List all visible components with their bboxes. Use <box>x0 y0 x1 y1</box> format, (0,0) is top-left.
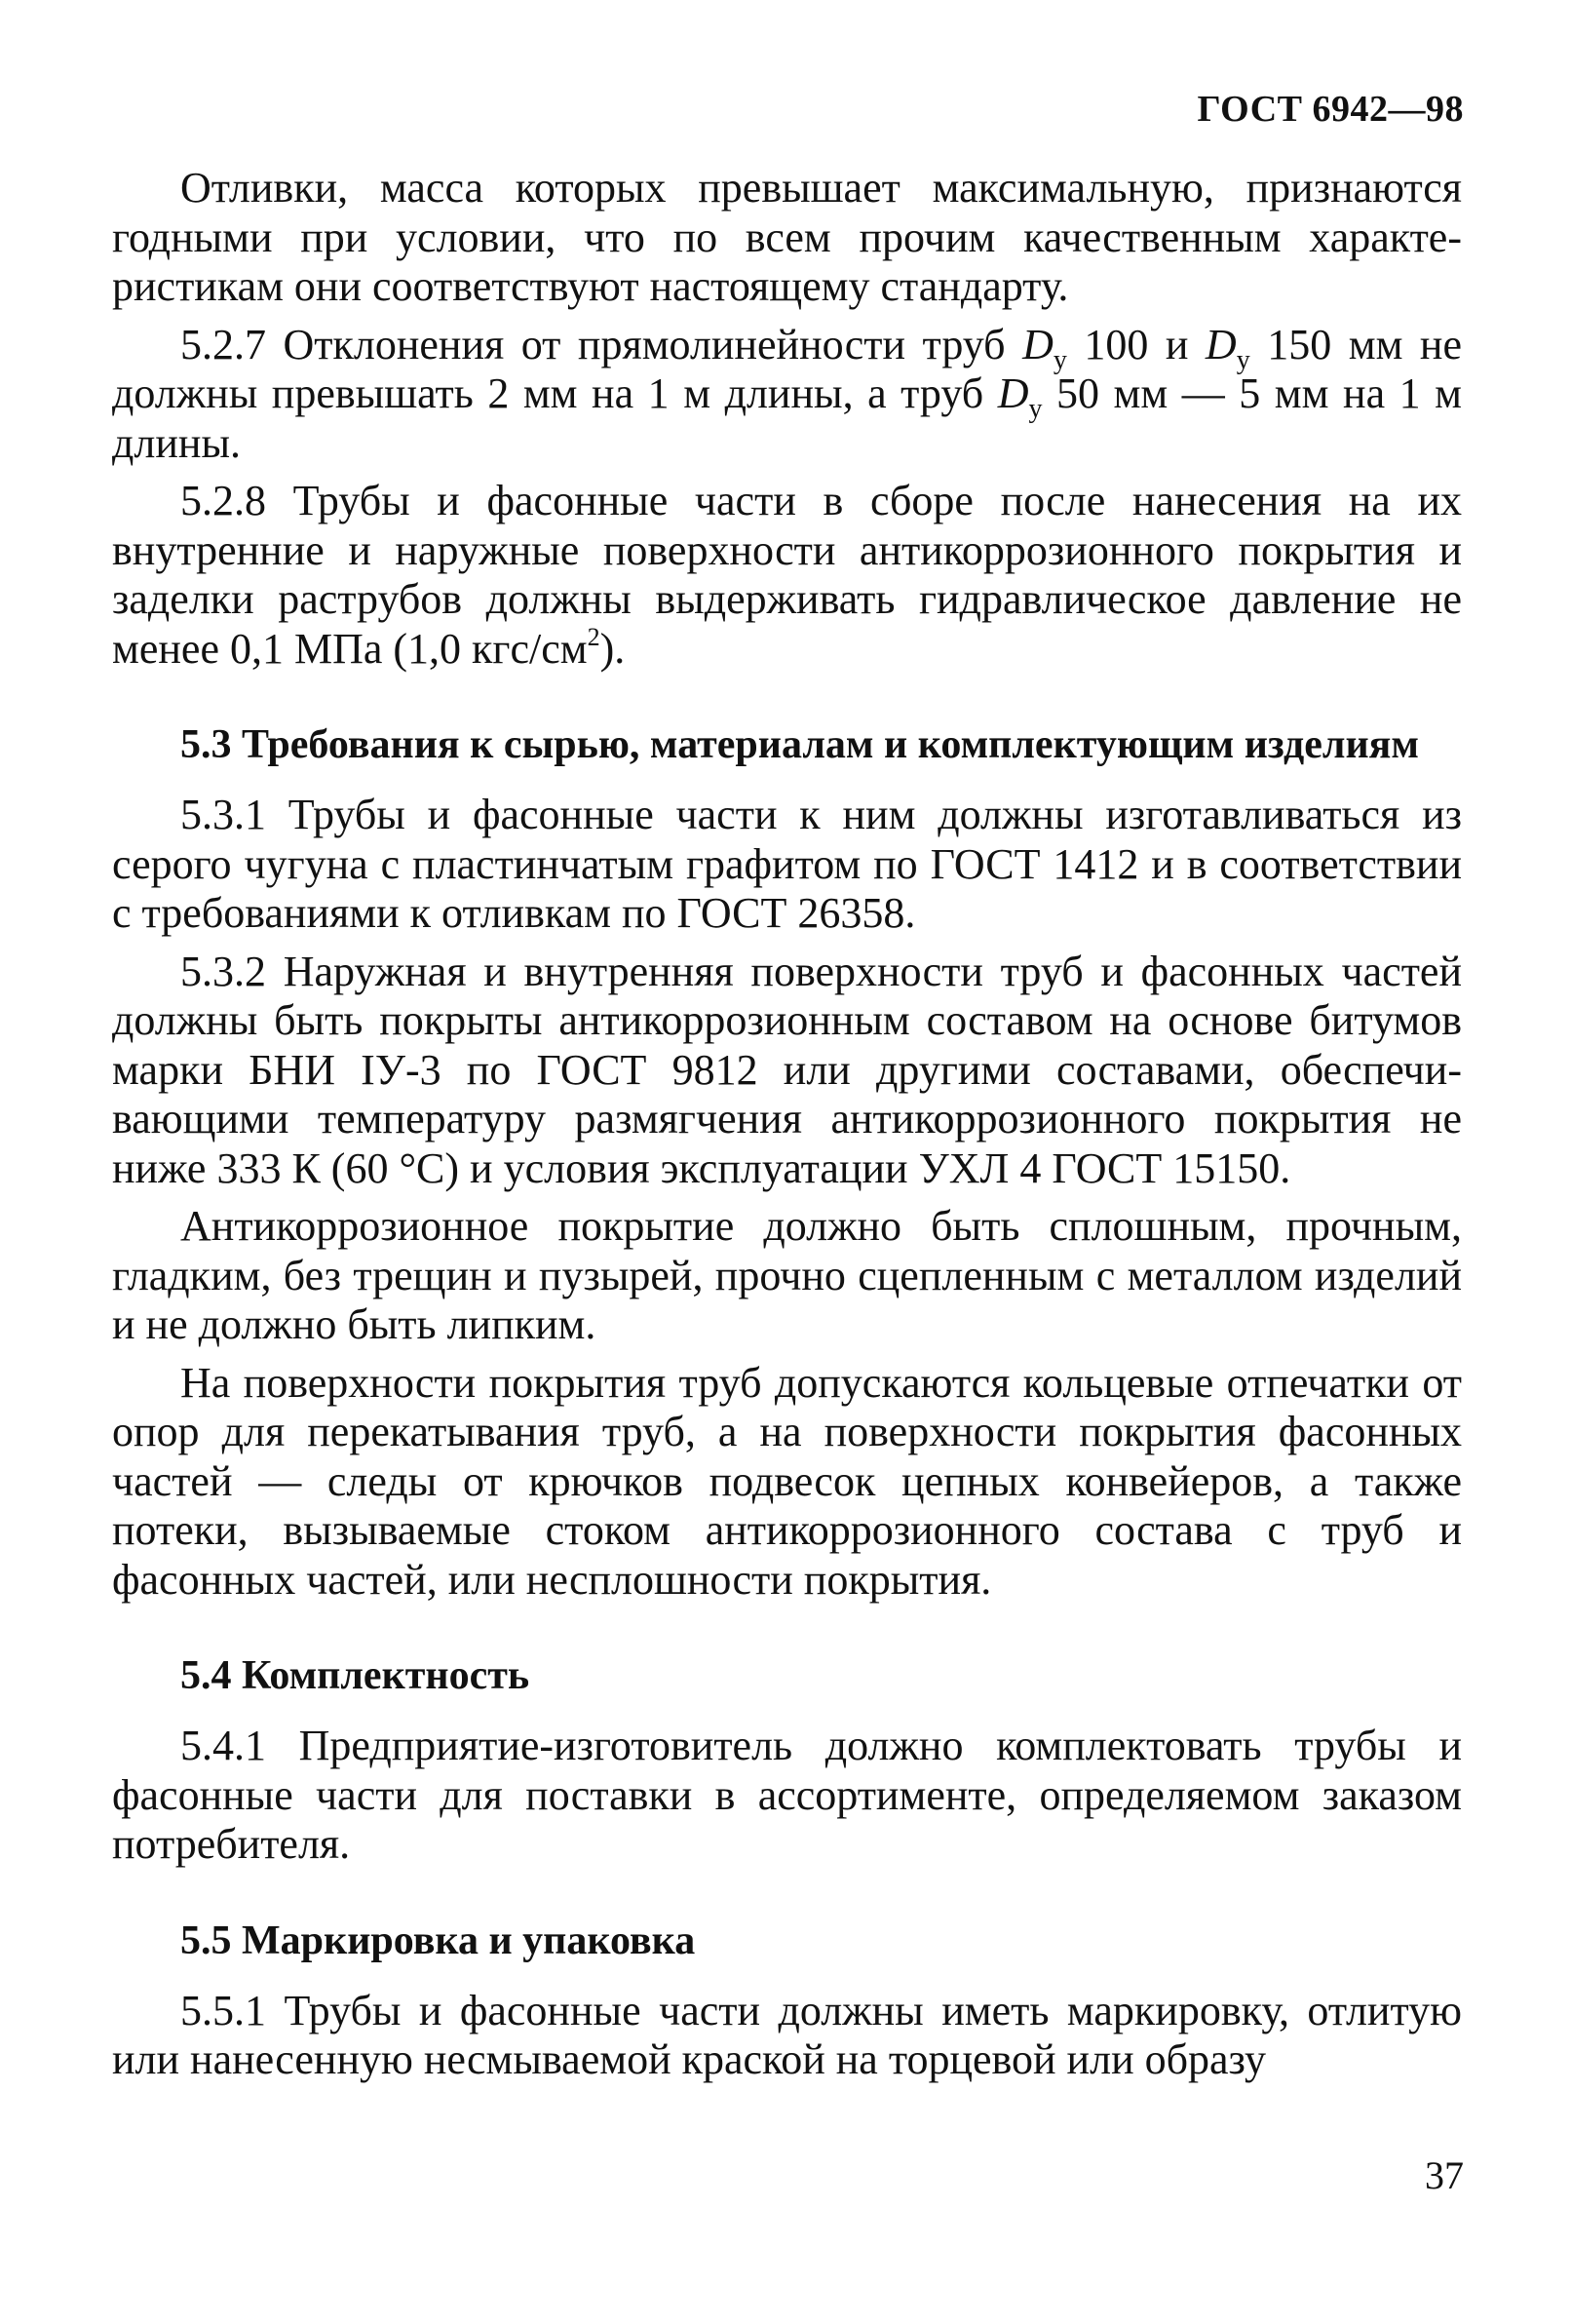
section-heading-5-4: 5.4 Комплектность <box>180 1653 530 1698</box>
paragraph-anticorrosion-coating: Антикоррозионное покрытие должно быть сплошным, прочным, гладким, без трещин и пузырей, прочно сцепленным с металлом изделий и не должно быть липким. <box>112 1202 1462 1348</box>
nominal-diameter-symbol <box>1022 320 1067 375</box>
paragraph-5-5-1: 5.5.1 Трубы и фасонные части должны иметь маркировку, отлитую или нанесенную несмываемой краской на торцевой или образу <box>112 1986 1462 2083</box>
nominal-diameter-letter: D <box>1022 320 1054 368</box>
paragraph-5-3-2: 5.3.2 Наружная и внутренняя поверхности труб и фасонных частей должны быть покрыты антикоррозионным составом на основе битумов марки БНИ IУ-3 по ГОСТ 9812 или другими составами, обеспечивающими температуру размягчения антикоррозионного покрытия не ниже 333 К (60 °С) и условия эксплуатации УХЛ 4 ГОСТ 15150. <box>112 947 1462 1192</box>
paragraph-5-2-7-text-c: 150 мм не должны превышать 2 мм на 1 м длины, а труб <box>112 320 1462 417</box>
paragraph-5-2-7-text-b: 100 и <box>1066 320 1206 368</box>
paragraph-5-2-8-text-b: ). <box>599 624 626 673</box>
nominal-diameter-symbol <box>1205 320 1250 375</box>
page-number: 37 <box>1425 2153 1464 2197</box>
paragraph-castings-mass: Отливки, масса которых превышает максимальную, признаются годными при условии, что по всем прочим качественным характеристикам они соответствуют настоящему стандарту. <box>112 164 1462 310</box>
paragraph-coating-surface: На поверхности покрытия труб допускаются кольцевые отпечатки от опор для перекатывания труб, а на поверхности покрытия фасонных частей — следы от крючков подвесок цепных конвейеров, а также потеки, вызываемые стоком антикоррозионного состава с труб и фасонных частей, или несплошности покрытия. <box>112 1358 1462 1604</box>
nominal-diameter-subscript: у <box>1236 344 1250 375</box>
paragraph-5-2-8-superscript: 2 <box>587 622 600 651</box>
paragraph-5-2-7 <box>112 321 1462 469</box>
paragraph-5-4-1: 5.4.1 Предприятие-изготовитель должно комплектовать трубы и фасонные части для поставки в ассортименте, определяемом заказом потребителя. <box>112 1722 1462 1868</box>
section-heading-5-5: 5.5 Маркировка и упаковка <box>180 1917 696 1963</box>
document-body <box>112 164 1462 2085</box>
paragraph-5-2-8-text-a: 5.2.8 Трубы и фасонные части в сборе после нанесения на их внутренние и наружные поверхности антикоррозионного покрытия и заделки раструбов должны выдерживать гидравлическое давление не менее 0,1 МПа (1,0 кгс/см <box>112 477 1462 673</box>
paragraph-5-2-7-text-a: 5.2.7 Отклонения от прямолинейности труб <box>180 320 1023 368</box>
nominal-diameter-letter: D <box>997 369 1029 417</box>
paragraph-5-2-7-text-d: 50 мм — 5 мм на 1 м длины. <box>112 369 1462 467</box>
nominal-diameter-subscript: у <box>1053 344 1067 375</box>
document-id-header: ГОСТ 6942—98 <box>1197 89 1464 130</box>
paragraph-5-3-1: 5.3.1 Трубы и фасонные части к ним должны изготавливаться из серого чугуна с пластинчатым графитом по ГОСТ 1412 и в соответствии с требованиями к отливкам по ГОСТ 26358. <box>112 791 1462 937</box>
paragraph-5-2-8 <box>112 477 1462 674</box>
section-heading-5-3: 5.3 Требования к сырью, материалам и комплектующим изделиям <box>180 722 1420 767</box>
nominal-diameter-subscript: у <box>1028 394 1043 424</box>
nominal-diameter-letter: D <box>1205 320 1237 368</box>
nominal-diameter-symbol <box>997 369 1043 424</box>
